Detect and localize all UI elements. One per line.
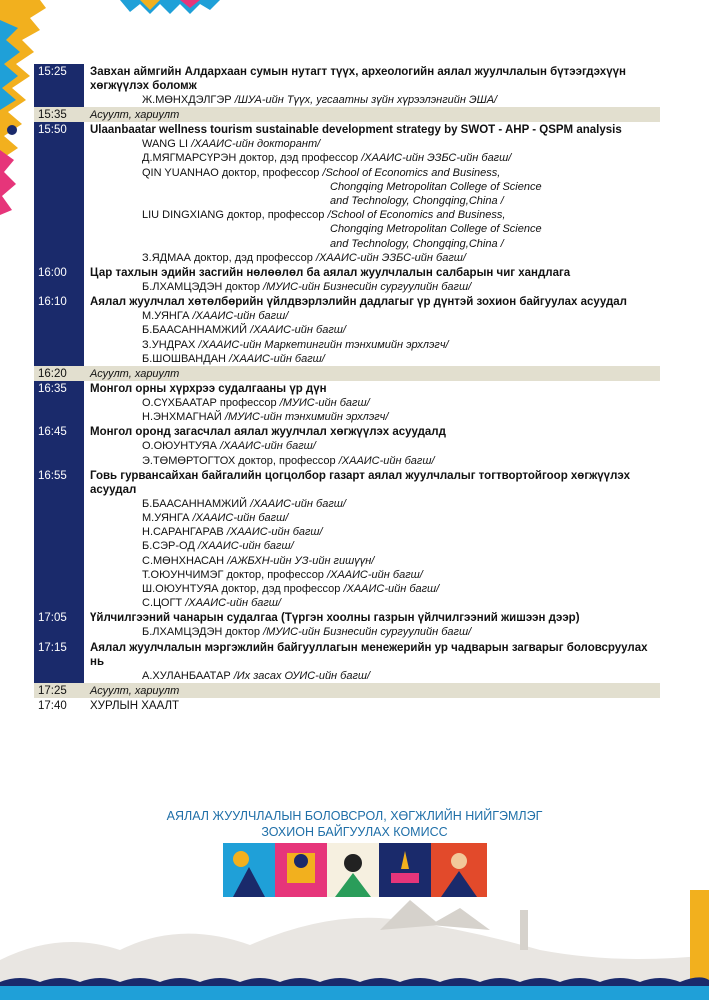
author-affiliation: /ХААИС-ийн ЭЗБС-ийн багш/ <box>361 152 512 165</box>
author-affiliation: /School of Economics and Business, <box>327 209 506 222</box>
session-time: 17:25 <box>34 683 84 698</box>
author-affiliation: /МУИС-ийн Бизнесийн сургуулийн багш/ <box>263 626 472 639</box>
schedule-row <box>34 424 660 467</box>
author-affiliation: /ХААИС-ийн ЭЗБС-ийн багш/ <box>315 251 466 264</box>
organizer-title <box>0 808 709 840</box>
author-line <box>90 93 656 107</box>
talk-title: Үйлчилгээний чанарын судалгаа (Түргэн хоолны газрын үйлчилгээний жишээн дээр) <box>90 612 580 625</box>
author-name: М.УЯНГА <box>142 310 193 323</box>
talk-title: Монгол оронд загасчлал аялал жуулчлал хөгжүүлэх асуудалд <box>90 426 446 439</box>
session-time: 15:35 <box>34 107 84 122</box>
author-line <box>90 338 656 352</box>
author-affiliation: /ХААИС-ийн багш/ <box>192 512 289 525</box>
author-name: О.СҮХБААТАР профессор <box>142 397 280 410</box>
author-name: Б.БААСАННАМЖИЙ <box>142 497 251 510</box>
session-time: 16:55 <box>34 468 84 611</box>
qa-break-label: Асуулт, хариулт <box>84 366 660 381</box>
session-time: 16:10 <box>34 294 84 366</box>
author-name: Ш.ОЮУНТУЯА доктор, дэд профессор <box>142 583 344 596</box>
author-affiliation-cont: and Technology, Chongqing,China / <box>330 195 504 208</box>
schedule-row <box>34 294 660 366</box>
author-affiliation: /ХААИС-ийн багш/ <box>327 568 423 581</box>
author-name: С.ЦОГТ <box>142 597 186 610</box>
author-affiliation: /Их засах ОУИС-ийн багш/ <box>233 669 371 682</box>
author-name: О.ОЮУНТУЯА <box>142 440 221 453</box>
author-name: WANG LI <box>142 138 192 151</box>
talk-title: Аялал жуулчлалын мэргэжлийн байгууллагын менежерийн ур чадварын загварыг боловсруулах нь <box>90 641 648 668</box>
author-name: З.УНДРАХ <box>142 338 199 351</box>
schedule-table <box>34 64 660 713</box>
schedule-row <box>34 640 660 683</box>
talk-title: Завхан аймгийн Алдархаан сумын нутагт түүх, археологийн аялал жуулчлалын бүтээгдэхүүн хөгжүүлэх боломж <box>90 66 626 92</box>
author-line <box>90 309 656 323</box>
talk-content <box>84 122 660 265</box>
author-affiliation: /ХААИС-ийн багш/ <box>220 440 316 453</box>
talk-content <box>84 381 660 424</box>
organizer-title-line2: ЗОХИОН БАЙГУУЛАХ КОМИСС <box>261 825 448 839</box>
session-time: 16:45 <box>34 424 84 467</box>
author-line <box>90 511 656 525</box>
author-affiliation: /ХААИС-ийн багш/ <box>343 583 440 596</box>
author-affiliation: /ХААИС-ийн багш/ <box>250 324 346 337</box>
schedule-row <box>34 610 660 639</box>
author-line <box>90 137 656 151</box>
author-line <box>90 625 656 639</box>
author-line <box>90 539 656 553</box>
author-line <box>90 596 656 610</box>
author-affiliation: /ХААИС-ийн багш/ <box>197 540 294 553</box>
author-line <box>90 151 656 165</box>
author-name: LIU DINGXIANG доктор, профессор <box>142 209 328 222</box>
session-time: 16:00 <box>34 265 84 294</box>
session-time: 17:15 <box>34 640 84 683</box>
author-affiliation: /ХААИС-ийн багш/ <box>250 497 346 510</box>
qa-break-label: Асуулт, хариулт <box>84 107 660 122</box>
author-name: Ж.МӨНХДЭЛГЭР <box>142 94 235 106</box>
author-name: З.ЯДМАА доктор, дэд профессор <box>142 251 316 264</box>
qa-break-label: Асуулт, хариулт <box>84 683 660 698</box>
author-line <box>90 525 656 539</box>
author-affiliation: /ХААИС-ийн багш/ <box>185 597 281 610</box>
author-line <box>90 251 656 265</box>
author-line <box>90 554 656 568</box>
author-affiliation-cont: and Technology, Chongqing,China / <box>330 237 504 250</box>
talk-title: Монгол орны хүрхрээ судалгааны үр дүн <box>90 383 327 396</box>
schedule-row <box>34 265 660 294</box>
session-time: 15:50 <box>34 122 84 265</box>
author-affiliation: /МУИС-ийн тэнхимийн эрхлэгч/ <box>224 411 389 424</box>
closing-label: ХУРЛЫН ХААЛТ <box>90 699 180 712</box>
author-affiliation: /ХААИС-ийн багш/ <box>229 352 325 365</box>
author-name: Б.ЛХАМЦЭДЭН доктор <box>142 626 264 639</box>
top-ornament <box>120 0 220 22</box>
author-name: Н.САРАНГАРАВ <box>142 526 227 539</box>
schedule-row <box>34 683 660 698</box>
talk-title: Цар тахлын эдийн засгийн нөлөөлөл ба аялал жуулчлалын салбарын чиг хандлага <box>90 267 571 280</box>
author-line <box>90 669 656 683</box>
author-affiliation-cont: Chongqing Metropolitan College of Science <box>330 223 542 236</box>
author-line <box>90 454 656 468</box>
talk-title: Ulaanbaatar wellness tourism sustainable development strategy by SWOT - AHP - QSPM analysis <box>90 124 622 137</box>
author-name: Б.ЛХАМЦЭДЭН доктор <box>142 281 264 294</box>
author-affiliation: /ХААИС-ийн багш/ <box>226 526 323 539</box>
author-affiliation: /ХААИС-ийн Маркетингийн тэнхимийн эрхлэгч/ <box>198 338 449 351</box>
talk-title: Говь гурвансайхан байгалийн цогцолбор газарт аялал жуулчлалыг тогтвортойгоор хөгжүүлэх асуудал <box>90 469 630 496</box>
author-line <box>90 280 656 294</box>
author-name: Д.МЯГМАРСҮРЭН доктор, дэд профессор <box>142 152 362 165</box>
author-affiliation-cont: Chongqing Metropolitan College of Science <box>330 180 542 193</box>
author-affiliation: /АЖБХН-ийн УЗ-ийн гишүүн/ <box>227 554 375 567</box>
talk-content <box>84 294 660 366</box>
author-name: Б.СЭР-ОД <box>142 540 198 553</box>
talk-content <box>84 468 660 611</box>
illustration-strip <box>223 843 487 897</box>
author-affiliation: /МУИС-ийн Бизнесийн сургуулийн багш/ <box>263 281 472 294</box>
schedule-row <box>34 64 660 107</box>
author-line <box>90 323 656 337</box>
author-line <box>90 568 656 582</box>
talk-content <box>84 610 660 639</box>
author-line <box>90 497 656 511</box>
landscape-footer <box>0 890 709 1000</box>
author-affiliation: /ХААИС-ийн докторант/ <box>191 138 321 151</box>
author-affiliation: /ХААИС-ийн багш/ <box>192 310 289 323</box>
author-line <box>90 396 656 410</box>
author-affiliation: /ШУА-ийн Түүх, угсаатны зүйн хүрээлэнгийн ЭША/ <box>234 94 498 106</box>
organizer-title-line1: АЯЛАЛ ЖУУЛЧЛАЛЫН БОЛОВСРОЛ, ХӨГЖЛИЙН НИЙГЭМЛЭГ <box>166 809 543 823</box>
talk-content <box>84 424 660 467</box>
session-time: 17:05 <box>34 610 84 639</box>
author-name: А.ХУЛАНБААТАР <box>142 669 234 682</box>
session-time: 17:40 <box>38 699 67 712</box>
schedule-row <box>34 698 660 713</box>
session-time: 16:20 <box>34 366 84 381</box>
author-line <box>90 582 656 596</box>
author-affiliation: /ХААИС-ийн багш/ <box>338 454 435 467</box>
author-name: Б.БААСАННАМЖИЙ <box>142 324 251 337</box>
session-time: 15:25 <box>34 64 84 107</box>
author-line <box>90 410 656 424</box>
schedule-row <box>34 468 660 611</box>
author-line <box>90 439 656 453</box>
schedule-row <box>34 122 660 265</box>
talk-content <box>84 64 660 107</box>
author-name: QIN YUANHAO доктор, профессор <box>142 166 323 179</box>
author-name: Т.ОЮУНЧИМЭГ доктор, профессор <box>142 568 327 581</box>
author-line <box>90 166 656 209</box>
author-name: М.УЯНГА <box>142 512 193 525</box>
author-line <box>90 208 656 251</box>
talk-content <box>84 265 660 294</box>
session-time: 16:35 <box>34 381 84 424</box>
author-affiliation: /School of Economics and Business, <box>322 166 501 179</box>
schedule-row <box>34 107 660 122</box>
author-name: Э.ТӨМӨРТОГТОХ доктор, профессор <box>142 454 339 467</box>
author-line <box>90 352 656 366</box>
schedule-row <box>34 381 660 424</box>
author-name: Н.ЭНХМАГНАЙ <box>142 411 225 424</box>
schedule-row <box>34 366 660 381</box>
author-affiliation: /МУИС-ийн багш/ <box>279 397 370 410</box>
talk-content <box>84 640 660 683</box>
author-name: Б.ШОШВАНДАН <box>142 352 230 365</box>
talk-title: Аялал жуулчлал хөтөлбөрийн үйлдвэрлэлийн дадлагыг үр дүнтэй зохион байгуулах асуудал <box>90 296 627 309</box>
author-name: С.МӨНХНАСАН <box>142 554 228 567</box>
